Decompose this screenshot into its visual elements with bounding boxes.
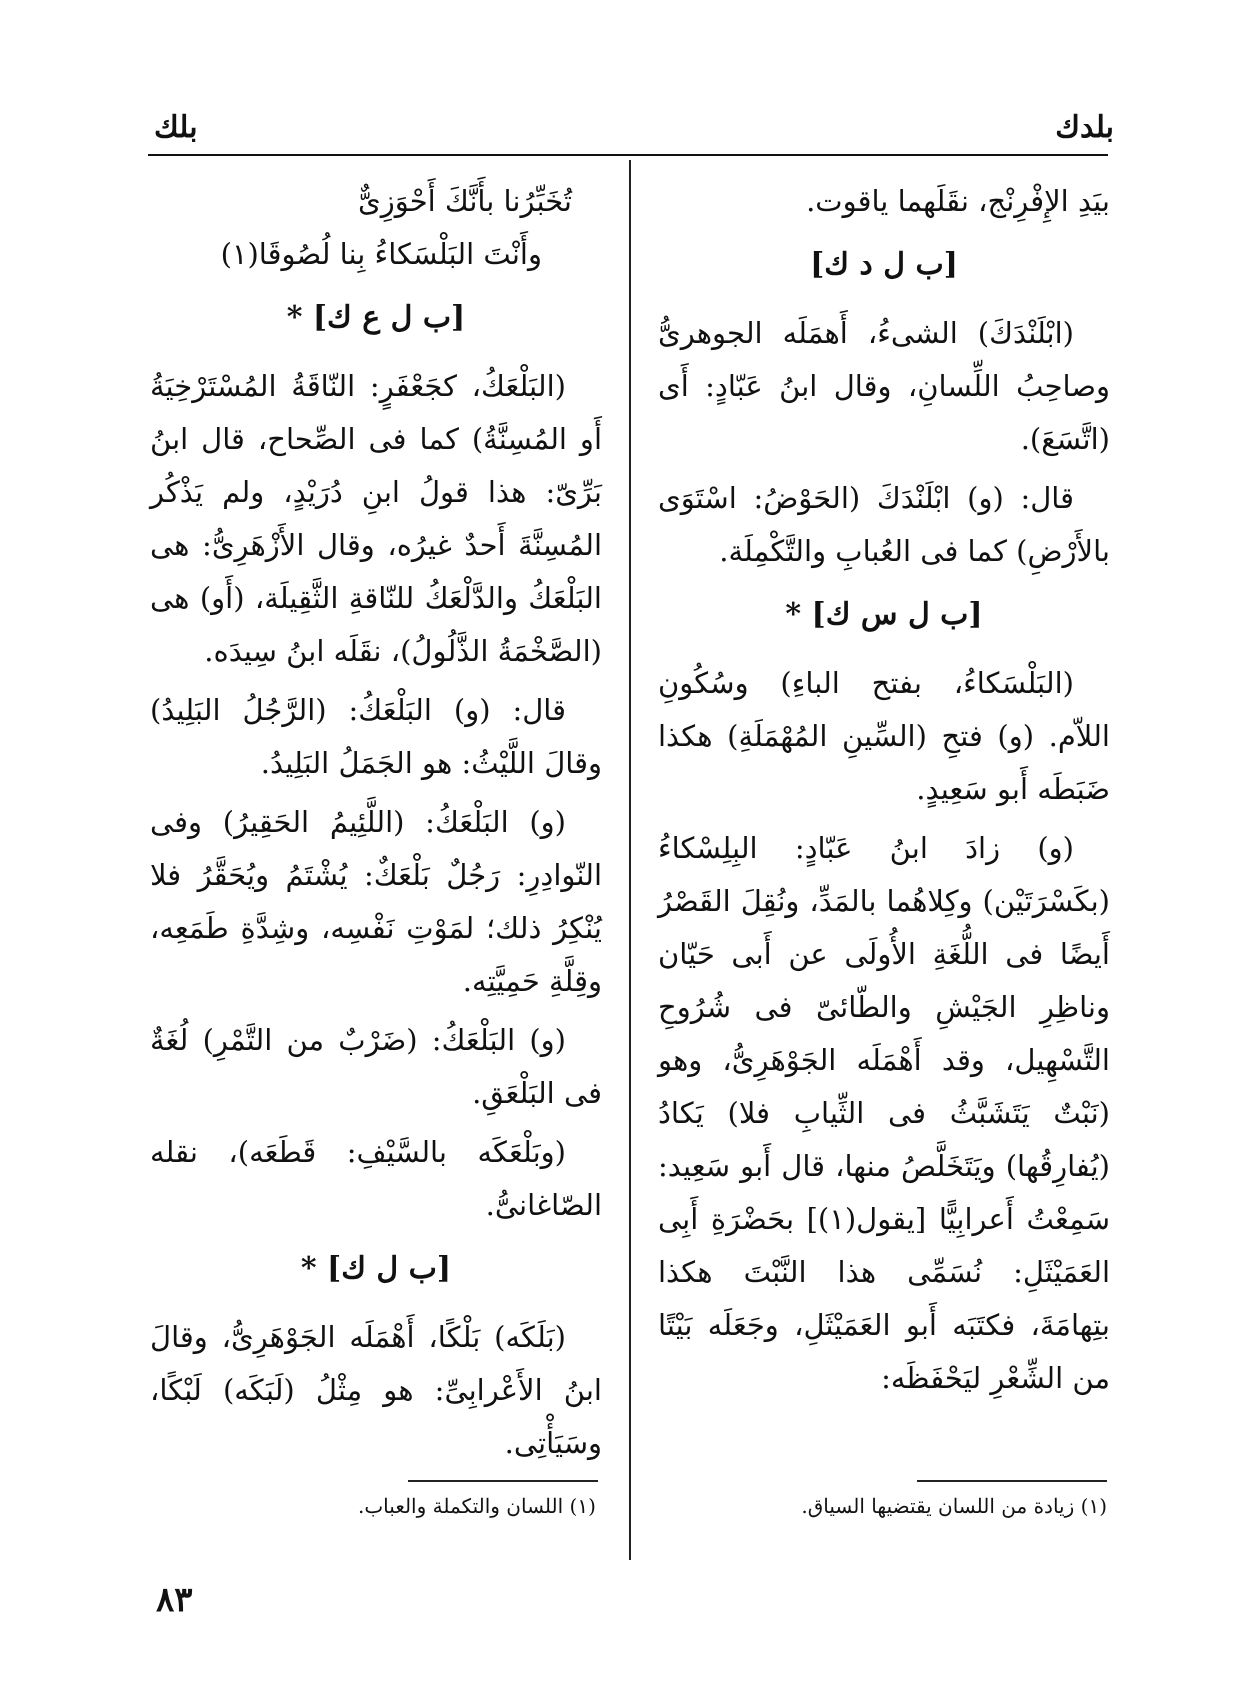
- right-column: [658, 175, 1110, 1411]
- entry-heading-blak: [ب ل ع ك] *: [286, 300, 466, 335]
- footnote-rule-left: [408, 1480, 598, 1482]
- entry-paragraph: (البَلْعَكُ، كجَعْفَرٍ: النّاقَةُ المُسْتَرْخِيَةُ أَو المُسِنَّةُ) كما فى الصِّحاح، قال ابنُ بَرِّىّ: هذا قولُ ابنِ دُرَيْدٍ، ولم يَذْكُر المُسِنَّةَ أَحدٌ غيرُه، وقال الأَزْهَرِىُّ: هى البَلْعَكُ والدَّلْعَكُ للنّاقةِ الثَّقِيلَة، (أَو) هى (الصَّخْمَةُ الذَّلُولُ)، نقَلَه ابنُ سِيدَه.: [150, 369, 602, 668]
- entry-heading-blk: [ب ل ك] *: [300, 1251, 452, 1286]
- footnote-right: (١) زيادة من اللسان يقتضيها السياق.: [801, 1494, 1107, 1518]
- entry-heading-blsk: [ب ل س ك] *: [785, 597, 983, 632]
- footnote-rule-right: [917, 1480, 1107, 1482]
- entry-paragraph: (ابْلَنْدَكَ) الشىءُ، أَهمَلَه الجوهرىُّ وصاحِبُ اللِّسانِ، وقال ابنُ عَبّادٍ: أَى (اتَّسَعَ).: [658, 316, 1110, 456]
- entry-paragraph: قال: (و) البَلْعَكُ: (الرَّجُلُ البَلِيدُ) وقالَ اللَّيْثُ: هو الجَمَلُ البَلِيدُ.: [150, 693, 602, 780]
- entry-paragraph: (البَلْسَكاءُ، بفتح الباءِ) وسُكُونِ اللاّم. (و) فتحِ (السِّينِ المُهْمَلَةِ) هكذا ضَبَطَه أَبو سَعِيدٍ.: [658, 666, 1110, 806]
- entry-paragraph: (و) البَلْعَكُ: (اللَّئِيمُ الحَقِيرُ) وفى النّوادِرِ: رَجُلٌ بَلْعَكٌ: يُشْتَمُ ويُحَقَّرُ فلا يُنْكِرُ ذلك؛ لمَوْتِ نَفْسِه، وشِدَّةِ طَمَعِه، وقِلَّةِ حَمِيَّتِه.: [150, 805, 602, 998]
- page-number: ٨٣: [156, 1580, 193, 1620]
- footnote-left: (١) اللسان والتكملة والعباب.: [358, 1494, 596, 1518]
- entry-paragraph: (و) زادَ ابنُ عَبّادٍ: البِلِسْكاءُ (بكَسْرَتَيْن) وكِلاهُما بالمَدِّ، ونُقِلَ القَصْرُ أَيضًا فى اللُّغَةِ الأُولَى عن أَبى حَيّان وناظِرِ الجَيْشِ والطّائىّ فى شُرُوحِ التَّسْهِيل، وقد أَهْمَلَه الجَوْهَرِىُّ، وهو (نَبْتٌ يَتَشَبَّثُ فى الثِّيابِ فلا) يَكادُ (يُفارِقُها) ويَتَخَلَّصُ منها، قال أَبو سَعِيد: سَمِعْتُ أَعرابِيًّا [يقول(١)] بحَضْرَةِ أَبِى العَمَيْثَلِ: نُسَمِّى هذا النَّبْتَ هكذا بتِهامَةَ، فكتَبَه أَبو العَمَيْثَلِ، وجَعَلَه بَيْتًا من الشِّعْرِ ليَحْفَظَه:: [658, 831, 1111, 1395]
- running-header-right: بلدك: [1055, 110, 1114, 145]
- entry-paragraph: قال: (و) ابْلَنْدَكَ (الحَوْضُ: اسْتَوَى بالأَرْضِ) كما فى العُبابِ والتَّكْمِلَة.: [658, 481, 1110, 568]
- entry-paragraph: (بَلَكَه) بَلْكًا، أَهْمَلَه الجَوْهَرِىُّ، وقالَ ابنُ الأَعْرابِىِّ: هو مِثْلُ (لَبَكَه) لَبْكًا، وسَيَأْتِى.: [150, 1320, 602, 1460]
- verse-line: تُخَبِّرُنا بأَنَّكَ أَحْوَزِىٌّ: [358, 184, 572, 218]
- left-column: [150, 175, 602, 1476]
- verse: [150, 175, 602, 281]
- verse-line: وأَنْتَ البَلْسَكاءُ بِنا لُصُوقَا(١): [220, 237, 542, 271]
- continuation-line: بيَدِ الإِفْرِنْج، نقَلَهما ياقوت.: [806, 184, 1110, 218]
- running-header-left: بلك: [154, 110, 198, 145]
- entry-paragraph: (و) البَلْعَكُ: (ضَرْبٌ من التَّمْرِ) لُغَةٌ فى البَلْعَقِ.: [150, 1023, 602, 1110]
- column-divider: [629, 160, 631, 1560]
- entry-heading-blndk: [ب ل د ك]: [810, 247, 958, 282]
- entry-paragraph: (وبَلْعَكَه بالسَّيْفِ: قَطَعَه)، نقله الصّاغانىُّ.: [150, 1135, 602, 1222]
- header-rule: [148, 154, 1108, 156]
